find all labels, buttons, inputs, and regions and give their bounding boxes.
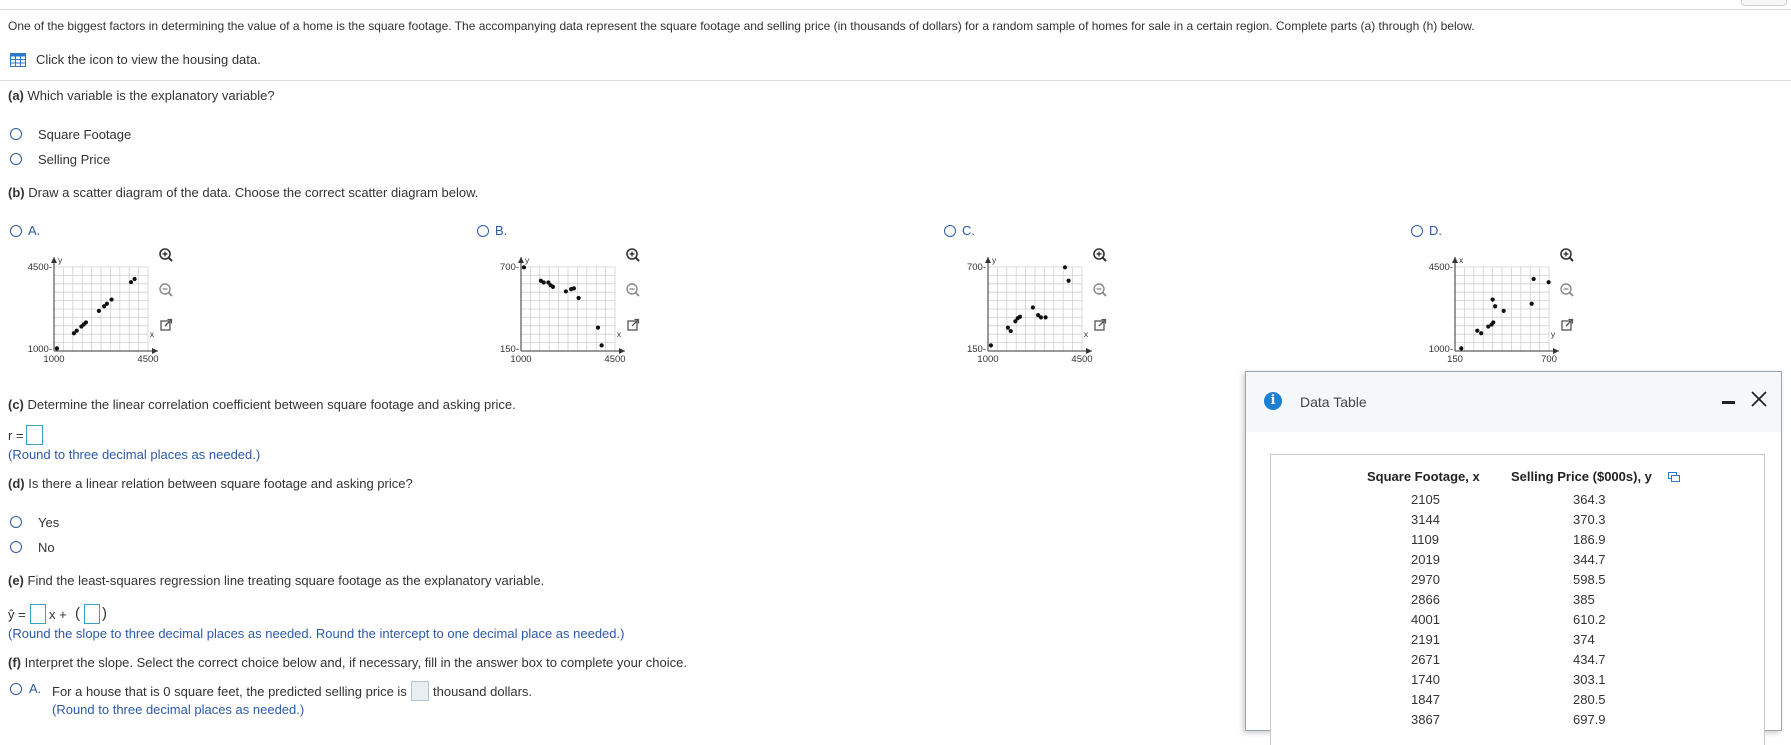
table-cell-x: 4001: [1411, 612, 1440, 627]
popup-title: Data Table: [1300, 394, 1367, 410]
scatter-plot-c: [948, 247, 1098, 372]
choice-f-a-hint: (Round to three decimal places as needed.): [52, 702, 305, 717]
data-table: [1270, 454, 1765, 745]
table-cell-x: 2866: [1411, 592, 1440, 607]
table-cell-y: 374: [1573, 632, 1595, 647]
table-cell-x: 3867: [1411, 712, 1440, 727]
table-cell-y: 303.1: [1573, 672, 1606, 687]
column-header-x: Square Footage, x: [1367, 469, 1480, 484]
close-icon[interactable]: [1746, 386, 1772, 412]
copy-icon[interactable]: [1668, 472, 1680, 482]
scatter-point: [1493, 304, 1497, 308]
table-cell-y: 697.9: [1573, 712, 1606, 727]
y-tick-top: 4500-: [27, 262, 52, 273]
scatter-point: [55, 346, 59, 350]
scatter-point: [1532, 277, 1536, 281]
close-paren: ): [102, 605, 107, 622]
choice-f-a-text: For a house that is 0 square feet, the predicted selling price is: [52, 684, 407, 699]
table-cell-x: 2191: [1411, 632, 1440, 647]
choice-f-a-letter: A.: [29, 681, 42, 696]
popout-icon[interactable]: [1556, 314, 1578, 336]
table-cell-y: 434.7: [1573, 652, 1606, 667]
y-tick-top: 700-: [499, 262, 519, 273]
y-tick-top: 4500-: [1428, 262, 1453, 273]
zoom-in-icon[interactable]: [1556, 244, 1578, 266]
part-d-question: (d) Is there a linear relation between square footage and asking price?: [8, 476, 413, 491]
choice-letter: B.: [495, 223, 508, 238]
zoom-in-icon[interactable]: [1089, 244, 1111, 266]
scatter-point: [1006, 326, 1010, 330]
part-c-hint: (Round to three decimal places as needed.): [8, 447, 261, 462]
part-b-question: (b) Draw a scatter diagram of the data. Choose the correct scatter diagram below.: [8, 185, 479, 200]
scatter-point: [551, 285, 555, 289]
scatter-point: [1547, 280, 1551, 284]
scatter-point: [75, 329, 79, 333]
x-tick-left: 1000: [977, 354, 999, 365]
table-cell-x: 3144: [1411, 512, 1440, 527]
table-cell-x: 2970: [1411, 572, 1440, 587]
scatter-point: [1502, 309, 1506, 313]
scatter-point: [1475, 329, 1479, 333]
scatter-point: [84, 320, 88, 324]
scatter-point: [576, 296, 580, 300]
x-tick-left: 1000: [510, 354, 532, 365]
zoom-in-icon[interactable]: [155, 244, 177, 266]
y-tick-top: 700-: [966, 262, 986, 273]
data-table-popup[interactable]: [1245, 371, 1782, 731]
table-cell-x: 1109: [1411, 532, 1439, 547]
part-e-hint: (Round the slope to three decimal places as needed. Round the intercept to one decimal place as needed.): [8, 626, 625, 641]
scatter-point: [522, 265, 526, 269]
y-tick-bottom: 150-: [499, 344, 519, 355]
popup-header: [1246, 372, 1781, 432]
x-plus-label: x +: [49, 607, 67, 622]
scatter-point: [1043, 315, 1047, 319]
r-answer-input[interactable]: [26, 425, 43, 445]
scatter-point: [1459, 346, 1463, 350]
y-axis-label: y: [525, 255, 530, 265]
radio-selling-price[interactable]: [10, 153, 22, 165]
x-tick-left: 1000: [43, 354, 65, 365]
popout-icon[interactable]: [622, 314, 644, 336]
scatter-point: [109, 297, 113, 301]
y-axis-label: y: [58, 255, 63, 265]
part-f-question: (f) Interpret the slope. Select the correct choice below and, if necessary, fill in the answer box to complete your choice.: [8, 655, 687, 670]
scatter-point: [132, 277, 136, 281]
open-paren: (: [75, 605, 80, 622]
choice-letter: C.: [962, 223, 975, 238]
scatter-point: [1066, 279, 1070, 283]
scatter-point: [596, 326, 600, 330]
scatter-point: [105, 302, 109, 306]
intercept-input[interactable]: [84, 604, 100, 624]
radio-square-footage[interactable]: [10, 128, 22, 140]
radio-choice-c[interactable]: [944, 225, 956, 237]
f-a-answer-input[interactable]: [411, 681, 429, 701]
part-e-question: (e) Find the least-squares regression line treating square footage as the explanatory variable.: [8, 573, 545, 588]
x-axis-label: x: [1083, 329, 1089, 339]
table-cell-x: 1740: [1411, 672, 1440, 687]
scatter-point: [572, 286, 576, 290]
table-cell-y: 610.2: [1573, 612, 1606, 627]
top-border: [0, 9, 1791, 10]
zoom-out-icon[interactable]: [1556, 279, 1578, 301]
option-no[interactable]: No: [38, 540, 55, 555]
choice-letter: D.: [1429, 223, 1442, 238]
option-yes[interactable]: Yes: [38, 515, 60, 530]
radio-choice-a[interactable]: [10, 225, 22, 237]
zoom-out-icon[interactable]: [622, 279, 644, 301]
y-tick-bottom: 1000-: [1428, 344, 1453, 355]
table-cell-y: 598.5: [1573, 572, 1606, 587]
option-selling-price[interactable]: Selling Price: [38, 152, 111, 167]
part-a-question: (a) Which variable is the explanatory variable?: [8, 88, 275, 103]
scatter-point: [97, 309, 101, 313]
table-cell-x: 2671: [1411, 652, 1440, 667]
scatter-point: [1018, 315, 1022, 319]
scatter-point: [542, 280, 546, 284]
zoom-out-icon[interactable]: [155, 279, 177, 301]
scatter-point: [129, 280, 133, 284]
scatter-point: [1031, 305, 1035, 309]
table-cell-y: 344.7: [1573, 552, 1606, 567]
data-table-icon[interactable]: [10, 53, 26, 67]
r-label: r =: [8, 428, 24, 443]
scatter-plot-d: [1415, 247, 1565, 372]
y-axis-label: y: [992, 255, 997, 265]
y-tick-bottom: 1000-: [27, 344, 52, 355]
slope-input[interactable]: [30, 604, 46, 624]
x-axis-label: x: [616, 329, 622, 339]
part-c-question: (c) Determine the linear correlation coefficient between square footage and asking price.: [8, 397, 516, 412]
radio-yes[interactable]: [10, 516, 22, 528]
x-tick-right: 4500: [137, 354, 159, 365]
scatter-point: [1039, 315, 1043, 319]
choice-f-a-suffix: thousand dollars.: [433, 684, 533, 699]
table-cell-y: 370.3: [1573, 512, 1606, 527]
scatter-plot-a: [14, 247, 164, 372]
x-tick-right: 4500: [1071, 354, 1093, 365]
scatter-point: [1530, 302, 1534, 306]
table-cell-y: 280.5: [1573, 692, 1606, 707]
radio-choice-d[interactable]: [1411, 225, 1423, 237]
scatter-point: [1479, 331, 1483, 335]
minimize-icon: [1722, 401, 1735, 404]
x-tick-left: 150: [1447, 354, 1463, 365]
table-cell-x: 2019: [1411, 552, 1440, 567]
radio-choice-b[interactable]: [477, 225, 489, 237]
table-cell-x: 1847: [1411, 692, 1440, 707]
scatter-point: [989, 343, 993, 347]
option-square-footage[interactable]: Square Footage: [38, 127, 132, 142]
scatter-point: [1491, 297, 1495, 301]
table-cell-y: 385: [1573, 592, 1595, 607]
popout-icon[interactable]: [1089, 314, 1111, 336]
radio-f-a[interactable]: [10, 683, 22, 695]
y-tick-bottom: 150-: [966, 344, 986, 355]
scatter-point: [599, 343, 603, 347]
zoom-in-icon[interactable]: [622, 244, 644, 266]
info-icon: i: [1264, 392, 1282, 410]
yhat-label: ŷ =: [8, 607, 26, 622]
x-tick-right: 700: [1541, 354, 1557, 365]
y-axis-label: x: [1459, 255, 1464, 265]
zoom-out-icon[interactable]: [1089, 279, 1111, 301]
scatter-plot-b: [481, 247, 631, 372]
scatter-point: [564, 289, 568, 293]
table-cell-y: 186.9: [1573, 532, 1606, 547]
divider: [0, 80, 1791, 81]
x-tick-right: 4500: [604, 354, 626, 365]
table-cell-x: 2105: [1411, 492, 1440, 507]
data-link-label[interactable]: Click the icon to view the housing data.: [36, 52, 261, 67]
minimize-button[interactable]: [1718, 394, 1740, 410]
column-header-y: Selling Price ($000s), y: [1511, 469, 1652, 484]
scatter-point: [1063, 265, 1067, 269]
x-axis-label: x: [149, 329, 155, 339]
radio-no[interactable]: [10, 541, 22, 553]
problem-intro: One of the biggest factors in determining the value of a home is the square footage. The accompanying data represent the square footage and selling price (in thousands of dollars) for a random sample of homes for sale in a certain region. Complete parts (a) through (h) below.: [8, 19, 1475, 33]
scatter-point: [1491, 320, 1495, 324]
x-axis-label: y: [1550, 329, 1556, 339]
top-corner-tab[interactable]: [1741, 0, 1787, 6]
scatter-point: [1009, 329, 1013, 333]
popout-icon[interactable]: [155, 314, 177, 336]
table-cell-y: 364.3: [1573, 492, 1606, 507]
choice-letter: A.: [28, 223, 41, 238]
